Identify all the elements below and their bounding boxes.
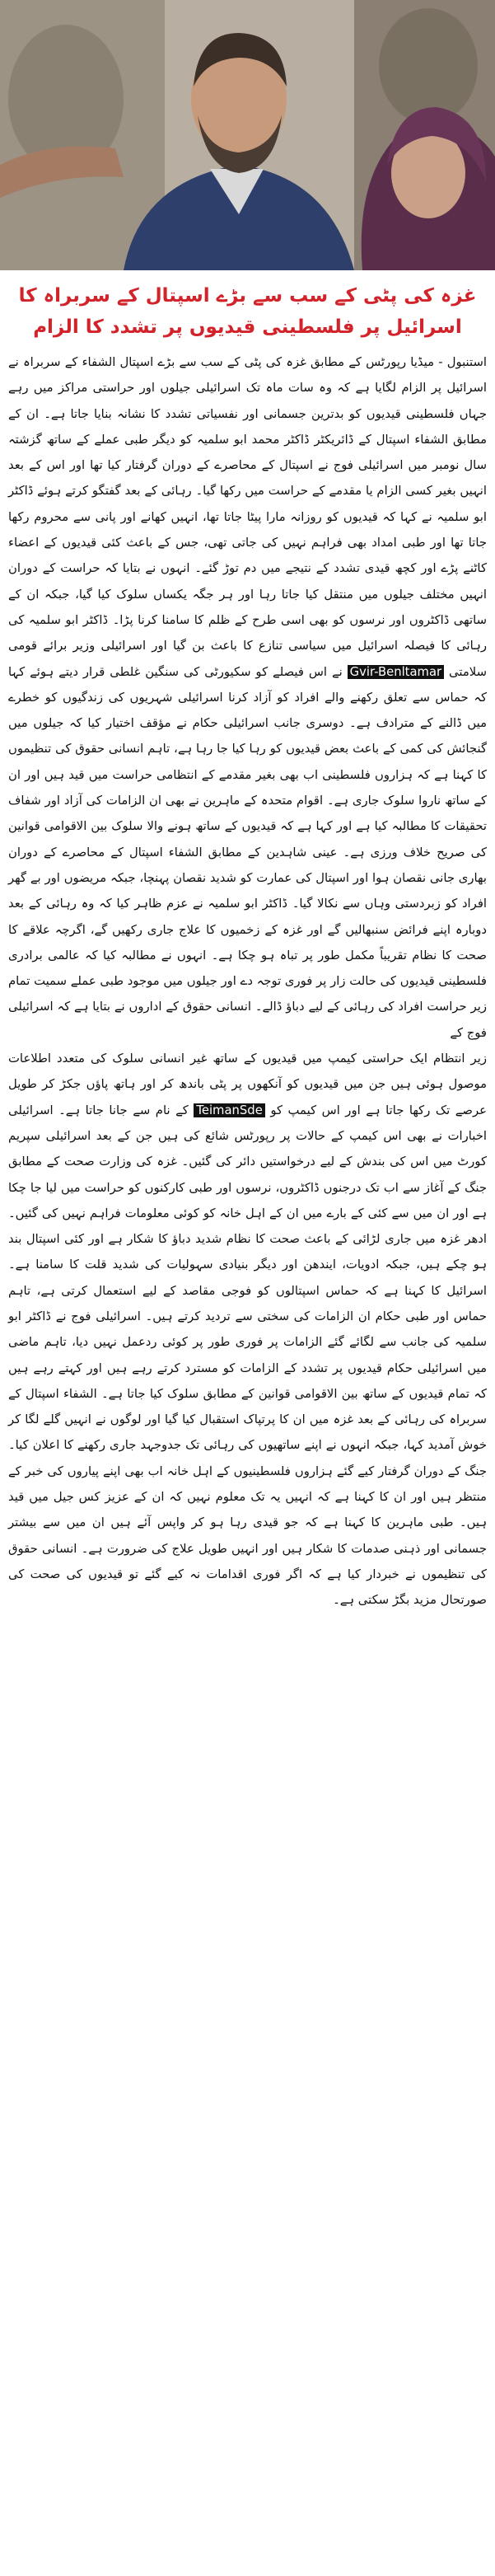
article-body	[8, 349, 487, 1614]
headline: غزہ کی پٹی کے سب سے بڑے اسپتال کے سربراہ کا اسرائیل پر فلسطینی قیدیوں پر تشدد کا الزام	[18, 285, 477, 338]
highlighted-keyword: TeimanSde	[194, 1103, 265, 1117]
highlighted-keyword: Gvir-Benltamar	[348, 665, 444, 679]
article-paragraph	[8, 349, 487, 1046]
paragraph-text: زیر انتظام ایک حراستی کیمپ میں قیدیوں کے ساتھ غیر انسانی سلوک کی متعدد اطلاعات موصول ہوئی ہیں جن میں قیدیوں کو آنکھوں پر پٹی باندھ کر اور ہاتھ پاؤں جکڑ کر طویل عرصے تک رکھا جاتا ہے اور اس کیمپ کو	[8, 1051, 487, 1117]
paragraph-text: نے اس فیصلے کو سکیورٹی کی سنگین غلطی قرار دیتے ہوئے کہا کہ حماس سے تعلق رکھنے والے افراد کو آزاد کرنا اسرائیلی شہریوں کی زندگیوں کو خطرے میں ڈالنے کے مترادف ہے۔ دوسری جانب اسرائیلی حکام نے مؤقف اختیار کیا کہ جیلوں میں گنجائش کی کمی کے باعث بعض قیدیوں کو رہا کیا جا رہا ہے، تاہم انسانی حقوق کی تنظیموں کا کہنا ہے کہ ہزاروں فلسطینی اب بھی بغیر مقدمے کے انتظامی حراست میں قید ہیں اور ان کے ساتھ ناروا سلوک جاری ہے۔ اقوام متحدہ کے ماہرین نے بھی ان الزامات کی آزاد اور شفاف تحقیقات کا مطالبہ کیا ہے اور کہا ہے کہ قیدیوں کے ساتھ ہونے والا سلوک بین الاقوامی قوانین کی صریح خلاف ورزی ہے۔ عینی شاہدین کے مطابق الشفاء اسپتال کے محاصرے کے دوران بھاری جانی نقصان ہوا اور اسپتال کی عمارت کو شدید نقصان پہنچا، جبکہ مریضوں اور بے گھر افراد کو زبردستی وہاں سے نکالا گیا۔ ڈاکٹر ابو سلمیہ نے عزم ظاہر کیا کہ وہ رہائی کے بعد دوبارہ اپنے فرائض سنبھالیں گے اور غزہ کے زخمیوں کا علاج جاری رکھیں گے، اگرچہ علاقے کا صحت کا نظام تقریباً مکمل طور پر تباہ ہو چکا ہے۔ انہوں نے مطالبہ کیا کہ عالمی برادری فلسطینی قیدیوں کی حالت زار پر فوری توجہ دے اور جیلوں میں موجود طبی عملے سمیت تمام زیر حراست افراد کی رہائی کے لیے دباؤ ڈالے۔ انسانی حقوق کے اداروں نے بتایا ہے کہ اسرائیلی فوج کے	[8, 664, 487, 1040]
paragraph-text: کے نام سے جانا جاتا ہے۔ اسرائیلی اخبارات نے بھی اس کیمپ کے حالات پر رپورٹس شائع کی ہیں جن کے بعد اسرائیلی سپریم کورٹ میں اس کی بندش کے لیے درخواستیں دائر کی گئیں۔ غزہ کی وزارت صحت کے مطابق جنگ کے آغاز سے اب تک درجنوں ڈاکٹروں، نرسوں اور طبی کارکنوں کو حراست میں لیا جا چکا ہے اور ان میں سے کئی کے بارے میں ان کے اہل خانہ کو کوئی معلومات فراہم نہیں کی گئیں۔ ادھر غزہ میں جاری لڑائی کے باعث صحت کا نظام شدید دباؤ کا شکار ہے اور کئی اسپتال بند ہو چکے ہیں، جبکہ ادویات، ایندھن اور دیگر بنیادی سہولیات کی شدید قلت کا سامنا ہے۔ اسرائیل کا کہنا ہے کہ حماس اسپتالوں کو فوجی مقاصد کے لیے استعمال کرتی ہے، تاہم حماس اور طبی حکام ان الزامات کی سختی سے تردید کرتے ہیں۔ اسرائیلی فوج نے ڈاکٹر ابو سلمیہ کی جانب سے لگائے گئے الزامات پر فوری طور پر کوئی ردعمل نہیں دیا، تاہم ماضی میں اسرائیلی حکام قیدیوں پر تشدد کے الزامات کو مسترد کرتے رہے ہیں اور کہتے رہے ہیں کہ تمام قیدیوں کے ساتھ بین الاقوامی قوانین کے مطابق سلوک کیا جاتا ہے۔ الشفاء اسپتال کے سربراہ کی رہائی کے بعد غزہ میں ان کا پرتپاک استقبال کیا گیا اور لوگوں نے انہیں گلے لگا کر خوش آمدید کہا، جبکہ انہوں نے اپنے ساتھیوں کی رہائی تک جدوجہد جاری رکھنے کا اعلان کیا۔ جنگ کے دوران گرفتار کیے گئے ہزاروں فلسطینیوں کے اہل خانہ اب بھی اپنے پیاروں کی خبر کے منتظر ہیں اور ان کا کہنا ہے کہ انہیں یہ تک معلوم نہیں کہ ان کے عزیز کس جیل میں قید ہیں۔ طبی ماہرین کا کہنا ہے کہ جو قیدی رہا ہو کر واپس آئے ہیں ان میں سے بیشتر جسمانی اور ذہنی صدمات کا شکار ہیں اور انہیں طویل علاج کی ضرورت ہے۔ انسانی حقوق کی تنظیموں نے خبردار کیا ہے کہ اگر فوری اقدامات نہ کیے گئے تو قیدیوں کی صحت کی صورتحال مزید بگڑ سکتی ہے۔	[8, 1103, 487, 1608]
paragraph-text: استنبول - میڈیا رپورٹس کے مطابق غزہ کی پٹی کے سب سے بڑے اسپتال الشفاء کے سربراہ نے اسرائیل پر الزام لگایا ہے کہ وہ سات ماہ تک اسرائیلی جیلوں اور حراستی مراکز میں رہے جہاں فلسطینی قیدیوں کو بدترین جسمانی اور نفسیاتی تشدد کا نشانہ بنایا جاتا ہے۔ ان کے مطابق الشفاء اسپتال کے ڈائریکٹر ڈاکٹر محمد ابو سلمیہ کو دیگر طبی عملے کے ساتھ گزشتہ سال نومبر میں اسرائیلی فوج نے اسپتال کے محاصرے کے دوران گرفتار کیا تھا اور اس کے بعد انہیں بغیر کسی الزام یا مقدمے کے حراست میں رکھا گیا۔ رہائی کے بعد گفتگو کرتے ہوئے ڈاکٹر ابو سلمیہ نے کہا کہ قیدیوں کو روزانہ مارا پیٹا جاتا تھا، انہیں کھانے اور پانی سے محروم رکھا جاتا تھا اور طبی امداد بھی فراہم نہیں کی جاتی تھی، جس کے باعث کئی قیدیوں کے اعضاء کاٹنے پڑے اور کچھ قیدی تشدد کے نتیجے میں دم توڑ گئے۔ انہوں نے بتایا کہ حراست کے دوران انہیں مختلف جیلوں میں منتقل کیا جاتا رہا اور ہر جگہ یکساں سلوک کیا گیا، جبکہ ان کے ساتھی ڈاکٹروں اور نرسوں کو بھی اسی طرح کے ظلم کا سامنا کرنا پڑا۔ ڈاکٹر ابو سلمیہ کی رہائی کا فیصلہ اسرائیل میں سیاسی تنازع کا باعث بن گیا اور اسرائیلی وزیر برائے قومی سلامتی	[8, 355, 487, 679]
news-photo	[0, 0, 495, 270]
article-paragraph	[8, 1046, 487, 1614]
news-photo-icon	[0, 0, 495, 270]
